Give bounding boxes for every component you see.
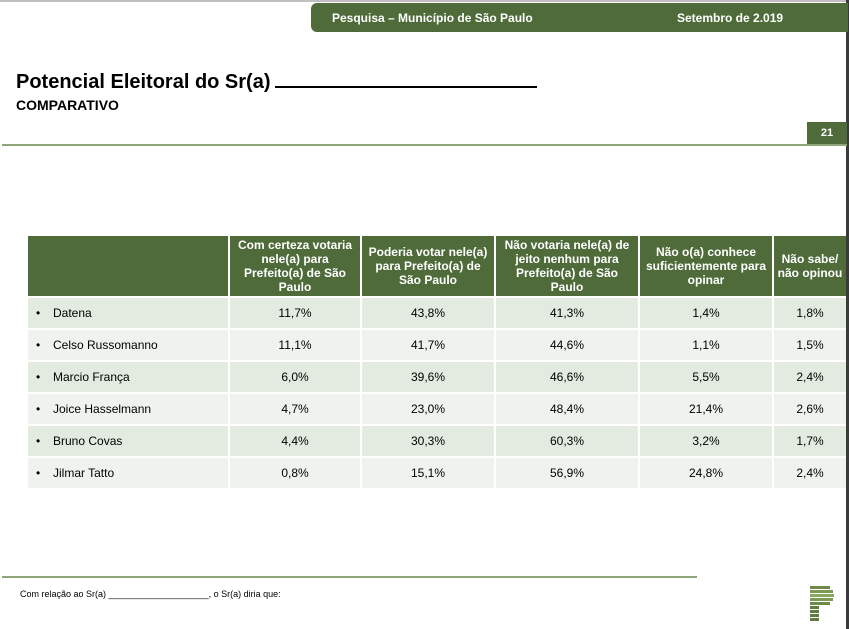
value-cell: 0,8% — [230, 458, 360, 488]
footer-divider — [2, 576, 697, 578]
bullet-icon: • — [36, 370, 41, 384]
candidate-name: • Bruno Covas — [28, 426, 228, 456]
column-header-would-not-vote: Não votaria nele(a) de jeito nenhum para Prefeito(a) de São Paulo — [496, 236, 638, 296]
title-blank-line — [275, 72, 537, 88]
value-cell: 39,6% — [362, 362, 494, 392]
value-cell: 1,1% — [640, 330, 772, 360]
footer-note: Com relação ao Sr(a) ____________________, o Sr(a) diria que: — [20, 589, 281, 599]
value-cell: 1,4% — [640, 298, 772, 328]
bullet-icon: • — [36, 402, 41, 416]
header-bar — [311, 3, 848, 32]
value-cell: 48,4% — [496, 394, 638, 424]
candidate-name: • Datena — [28, 298, 228, 328]
bullet-icon: • — [36, 434, 41, 448]
value-cell: 3,2% — [640, 426, 772, 456]
column-header-certain-vote: Com certeza votaria nele(a) para Prefeito(a) de São Paulo — [230, 236, 360, 296]
value-cell: 2,4% — [774, 362, 846, 392]
brand-logo-icon — [810, 586, 834, 622]
candidate-name: • Marcio França — [28, 362, 228, 392]
header-divider — [2, 144, 847, 146]
survey-date: Setembro de 2.019 — [677, 11, 784, 25]
value-cell: 41,7% — [362, 330, 494, 360]
value-cell: 1,5% — [774, 330, 846, 360]
value-cell: 2,6% — [774, 394, 846, 424]
results-table — [26, 234, 848, 490]
value-cell: 24,8% — [640, 458, 772, 488]
value-cell: 2,4% — [774, 458, 846, 488]
value-cell: 30,3% — [362, 426, 494, 456]
page-title — [16, 71, 537, 94]
value-cell: 43,8% — [362, 298, 494, 328]
survey-title: Pesquisa – Município de São Paulo — [332, 11, 533, 25]
value-cell: 4,7% — [230, 394, 360, 424]
table-row — [28, 330, 846, 360]
value-cell: 46,6% — [496, 362, 638, 392]
column-header-could-vote: Poderia votar nele(a) para Prefeito(a) de São Paulo — [362, 236, 494, 296]
value-cell: 56,9% — [496, 458, 638, 488]
value-cell: 11,7% — [230, 298, 360, 328]
value-cell: 60,3% — [496, 426, 638, 456]
value-cell: 1,7% — [774, 426, 846, 456]
value-cell: 4,4% — [230, 426, 360, 456]
candidate-name: • Jilmar Tatto — [28, 458, 228, 488]
value-cell: 21,4% — [640, 394, 772, 424]
value-cell: 6,0% — [230, 362, 360, 392]
table-row — [28, 394, 846, 424]
value-cell: 5,5% — [640, 362, 772, 392]
column-header-does-not-know: Não o(a) conhece suficientemente para opinar — [640, 236, 772, 296]
table-row — [28, 426, 846, 456]
candidate-name: • Celso Russomanno — [28, 330, 228, 360]
page-title-text: Potencial Eleitoral do Sr(a) — [16, 71, 271, 93]
value-cell: 41,3% — [496, 298, 638, 328]
value-cell: 44,6% — [496, 330, 638, 360]
candidate-name: • Joice Hasselmann — [28, 394, 228, 424]
value-cell: 1,8% — [774, 298, 846, 328]
bullet-icon: • — [36, 338, 41, 352]
table-header-row — [28, 236, 846, 296]
table-row — [28, 362, 846, 392]
column-header-no-opinion: Não sabe/ não opinou — [774, 236, 846, 296]
table-row — [28, 298, 846, 328]
bullet-icon: • — [36, 466, 41, 480]
value-cell: 11,1% — [230, 330, 360, 360]
table-row — [28, 458, 846, 488]
value-cell: 23,0% — [362, 394, 494, 424]
column-header-candidate — [28, 236, 228, 296]
value-cell: 15,1% — [362, 458, 494, 488]
page-number: 21 — [807, 122, 847, 144]
window-top-border — [0, 0, 849, 2]
bullet-icon: • — [36, 306, 41, 320]
page-subtitle: COMPARATIVO — [16, 97, 119, 113]
